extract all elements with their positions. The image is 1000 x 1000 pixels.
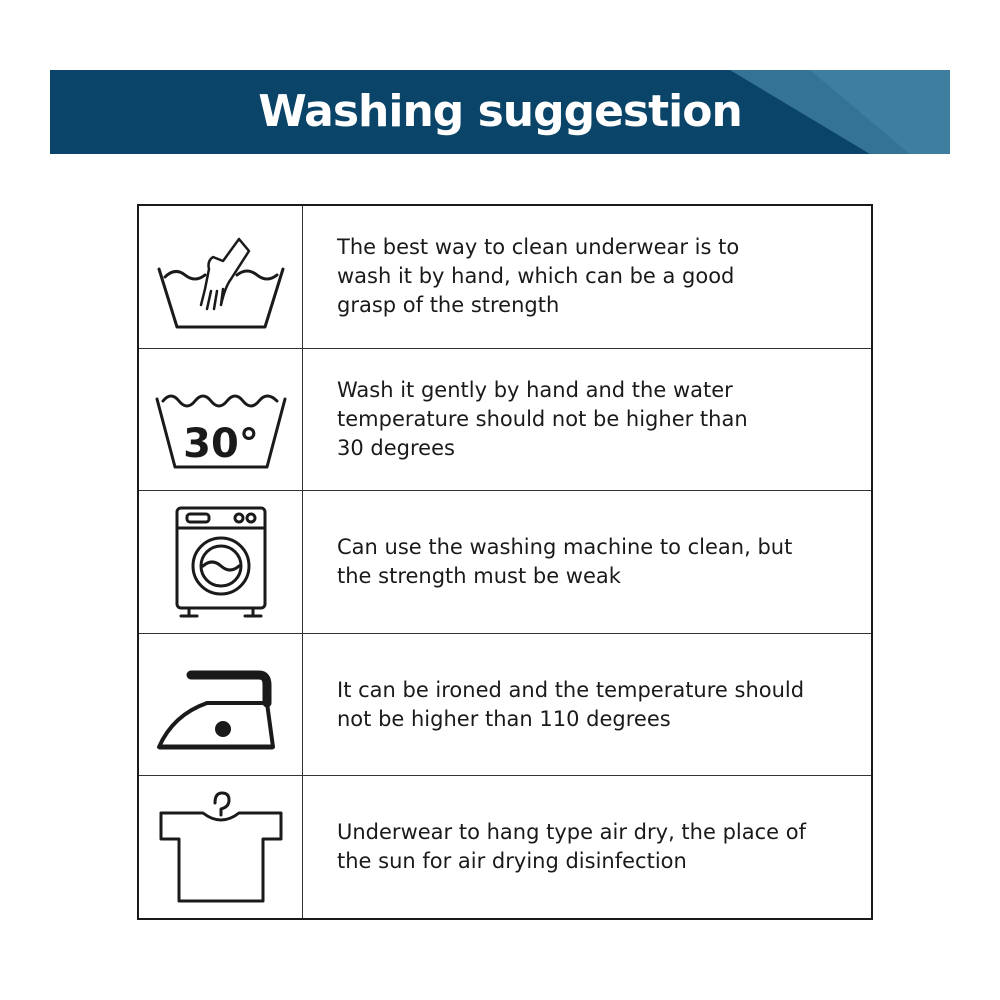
- temperature-label: 30°: [182, 421, 259, 468]
- instruction-text: Can use the washing machine to clean, but the strength must be weak: [337, 534, 793, 588]
- instruction-text: Underwear to hang type air dry, the place of the sun for air drying disinfection: [337, 820, 806, 874]
- icon-cell: [139, 349, 303, 491]
- text-cell: [303, 634, 871, 776]
- table-row: [139, 349, 871, 492]
- hand-wash-icon: [151, 217, 291, 337]
- table-row: [139, 634, 871, 777]
- table-row: [139, 206, 871, 349]
- text-cell: [303, 206, 871, 348]
- instruction-text: It can be ironed and the temperature should not be higher than 110 degrees: [337, 677, 805, 731]
- icon-cell: [139, 491, 303, 633]
- text-cell: [303, 491, 871, 633]
- instruction-text: Wash it gently by hand and the water temperature should not be higher than 30 degrees: [337, 377, 748, 460]
- icon-cell: [139, 206, 303, 348]
- care-instructions-table: [137, 204, 873, 920]
- page-title: Washing suggestion: [258, 86, 742, 137]
- instruction-text: The best way to clean underwear is to wash it by hand, which can be a good grasp of the strength: [337, 235, 740, 318]
- table-row: [139, 491, 871, 634]
- iron-icon: [151, 645, 291, 765]
- text-cell: [303, 349, 871, 491]
- icon-cell: [139, 776, 303, 918]
- wash-30-degrees-icon: [151, 359, 291, 479]
- washing-machine-icon: [151, 502, 291, 622]
- hang-dry-icon: [151, 787, 291, 907]
- table-row: [139, 776, 871, 918]
- text-cell: [303, 776, 871, 918]
- header-banner: [50, 70, 950, 154]
- icon-cell: [139, 634, 303, 776]
